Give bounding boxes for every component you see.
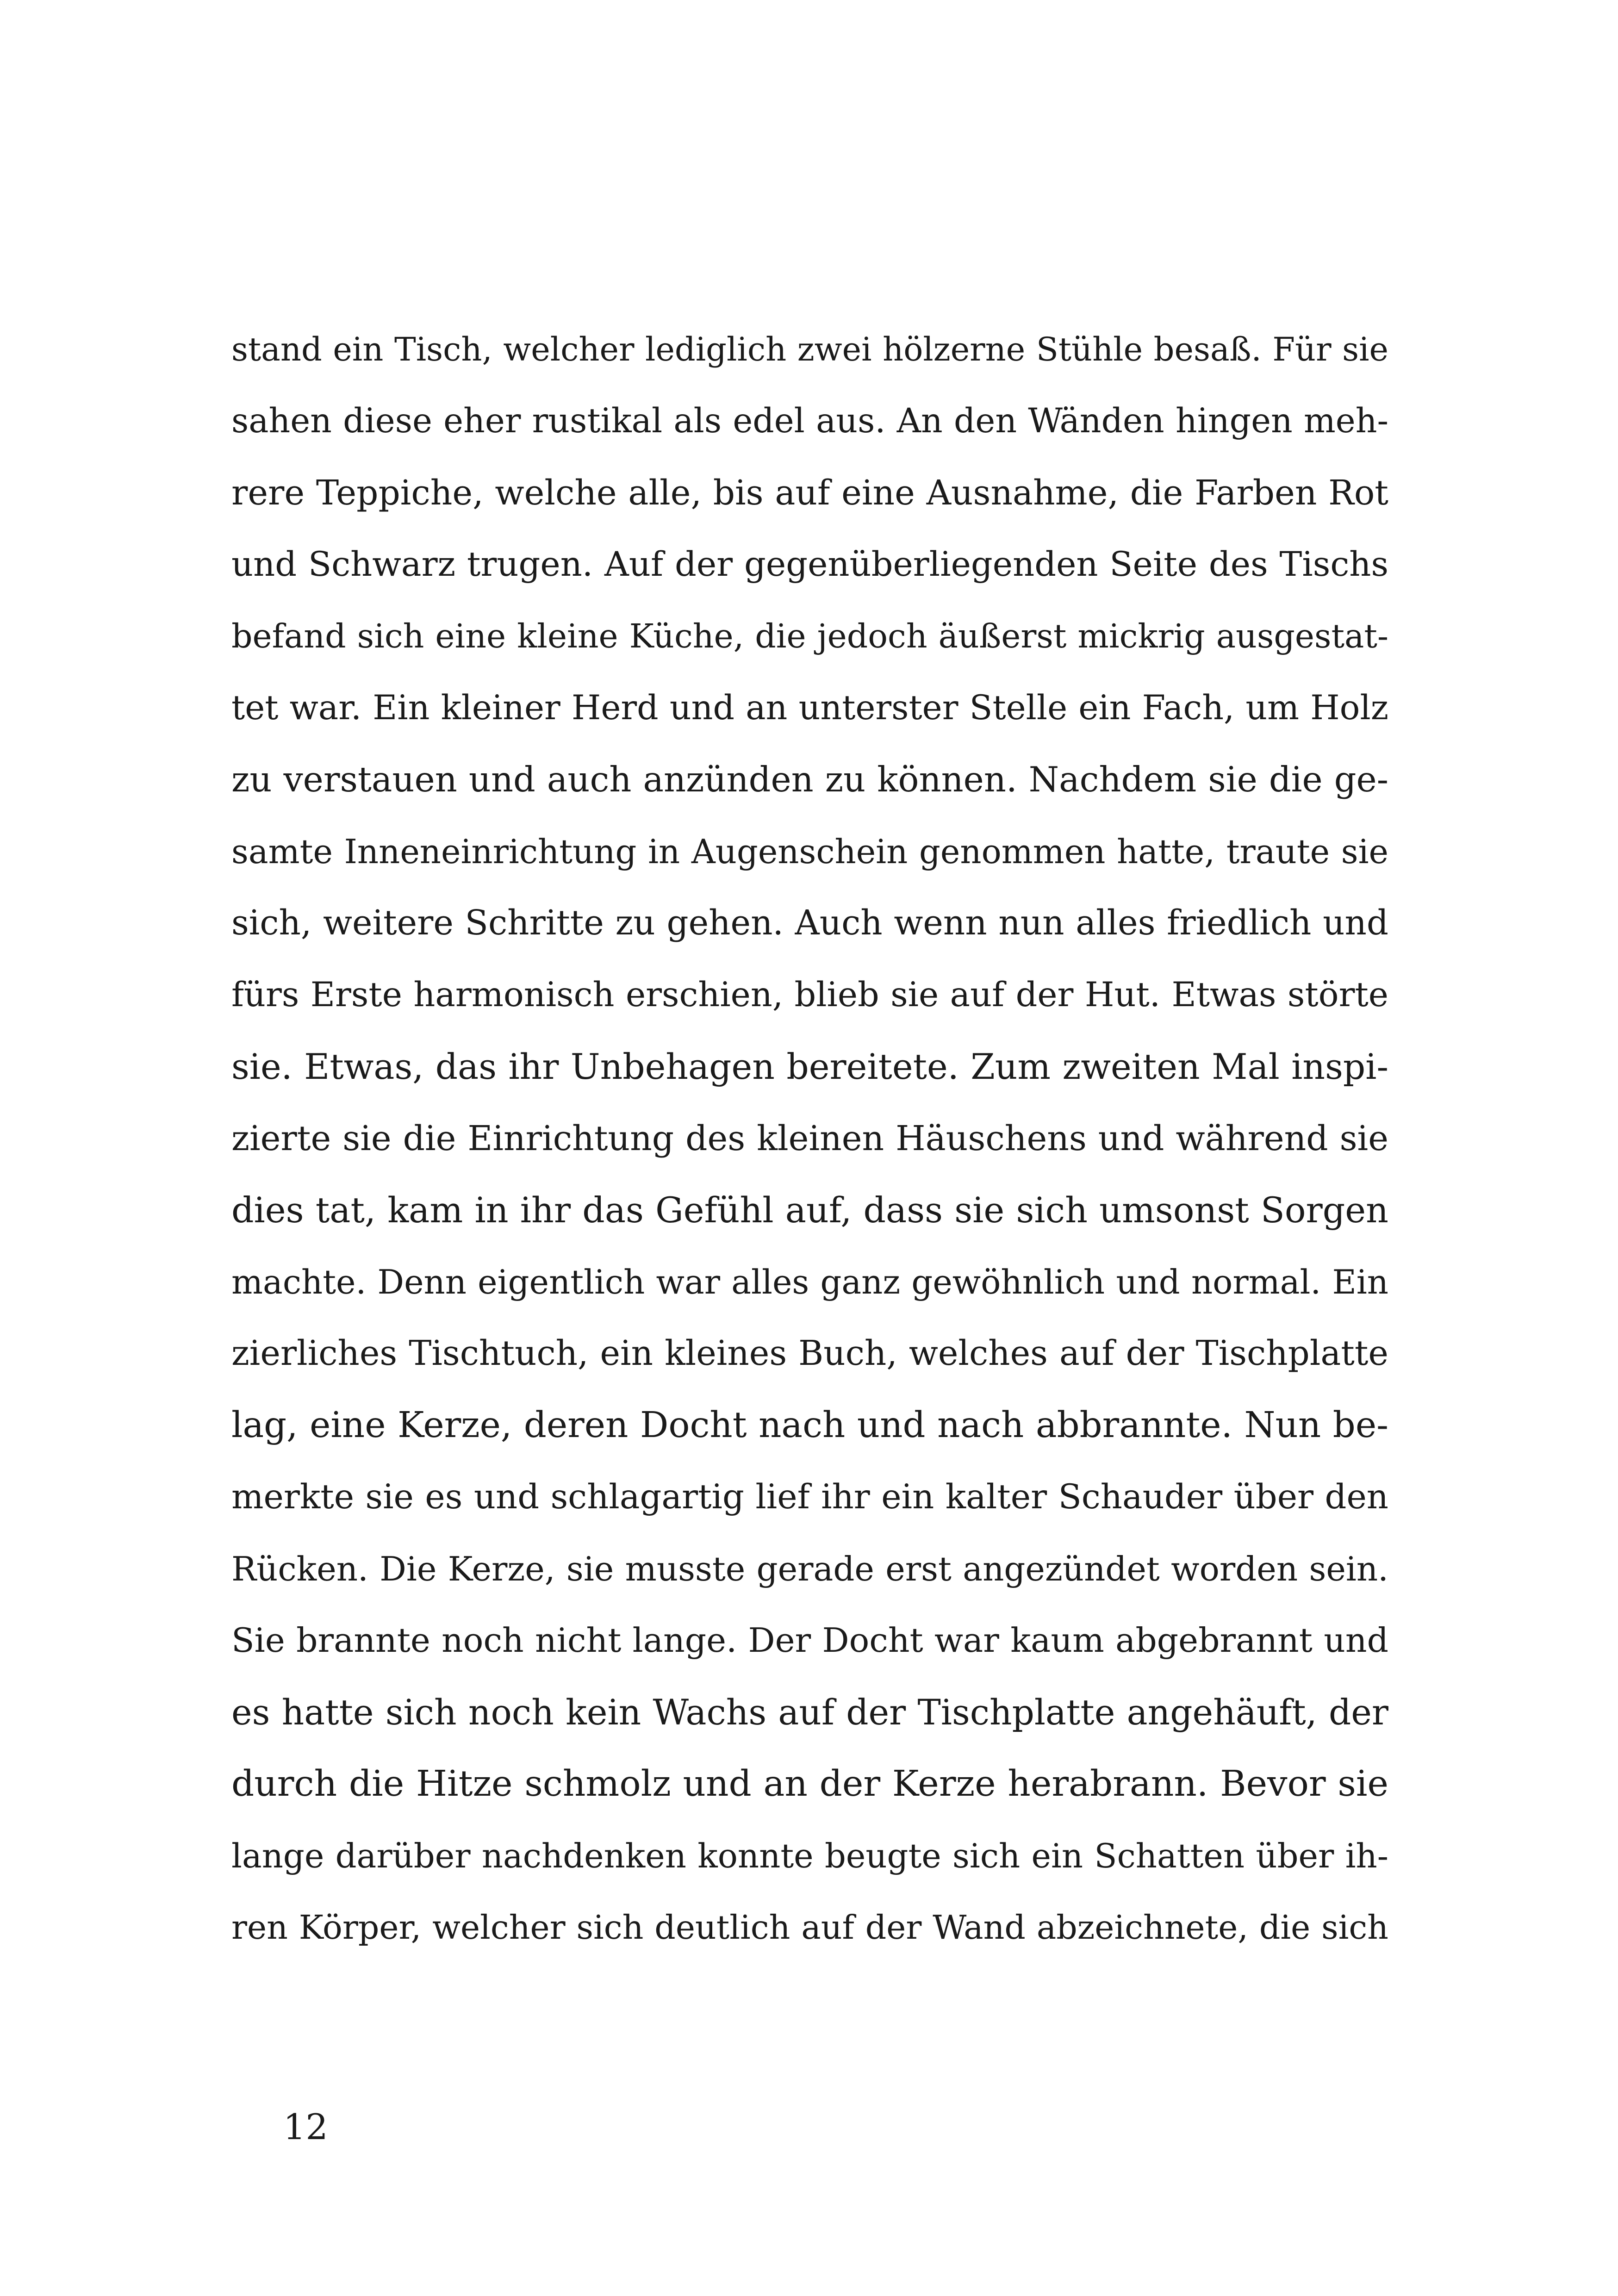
text-line: fürs Erste harmonisch erschien, blieb sie auf der Hut. Etwas störte xyxy=(231,975,1388,1014)
text-line: zierliches Tischtuch, ein kleines Buch, welches auf der Tischplatte xyxy=(231,1334,1388,1373)
text-line: sie. Etwas, das ihr Unbehagen bereitete. Zum zweiten Mal inspi- xyxy=(231,1046,1388,1087)
text-line: dies tat, kam in ihr das Gefühl auf, dass sie sich umsonst Sorgen xyxy=(231,1190,1388,1231)
text-line: zu verstauen und auch anzünden zu können. Nachdem sie die ge- xyxy=(231,759,1388,800)
text-line: Rücken. Die Kerze, sie musste gerade erst angezündet worden sein. xyxy=(231,1549,1388,1588)
text-line: lange darüber nachdenken konnte beugte sich ein Schatten über ih- xyxy=(231,1836,1388,1875)
text-line: rere Teppiche, welche alle, bis auf eine Ausnahme, die Farben Rot xyxy=(231,473,1388,513)
text-line: befand sich eine kleine Küche, die jedoch äußerst mickrig ausgestat- xyxy=(231,617,1388,655)
text-line: merkte sie es und schlagartig lief ihr ein kalter Schauder über den xyxy=(231,1477,1388,1517)
text-line: ren Körper, welcher sich deutlich auf der Wand abzeichnete, die sich xyxy=(231,1908,1388,1947)
text-line: samte Inneneinrichtung in Augenschein genommen hatte, traute sie xyxy=(231,832,1388,871)
text-line: es hatte sich noch kein Wachs auf der Tischplatte angehäuft, der xyxy=(231,1692,1388,1733)
text-line: durch die Hitze schmolz und an der Kerze herabrann. Bevor sie xyxy=(231,1763,1388,1804)
text-line: Sie brannte noch nicht lange. Der Docht war kaum abgebrannt und xyxy=(231,1621,1388,1660)
text-line: tet war. Ein kleiner Herd und an unterster Stelle ein Fach, um Holz xyxy=(231,689,1388,728)
text-line: stand ein Tisch, welcher lediglich zwei hölzerne Stühle besaß. Für sie xyxy=(231,330,1388,368)
text-line: und Schwarz trugen. Auf der gegenüberliegenden Seite des Tischs xyxy=(231,545,1388,584)
page-number: 12 xyxy=(283,2106,328,2147)
text-line: machte. Denn eigentlich war alles ganz gewöhnlich und normal. Ein xyxy=(231,1263,1388,1301)
text-line: sich, weitere Schritte zu gehen. Auch wenn nun alles friedlich und xyxy=(231,903,1388,943)
text-line: lag, eine Kerze, deren Docht nach und nach abbrannte. Nun be- xyxy=(231,1405,1388,1446)
text-line: sahen diese eher rustikal als edel aus. An den Wänden hingen meh- xyxy=(231,402,1388,441)
text-line: zierte sie die Einrichtung des kleinen Häuschens und während sie xyxy=(231,1119,1388,1158)
